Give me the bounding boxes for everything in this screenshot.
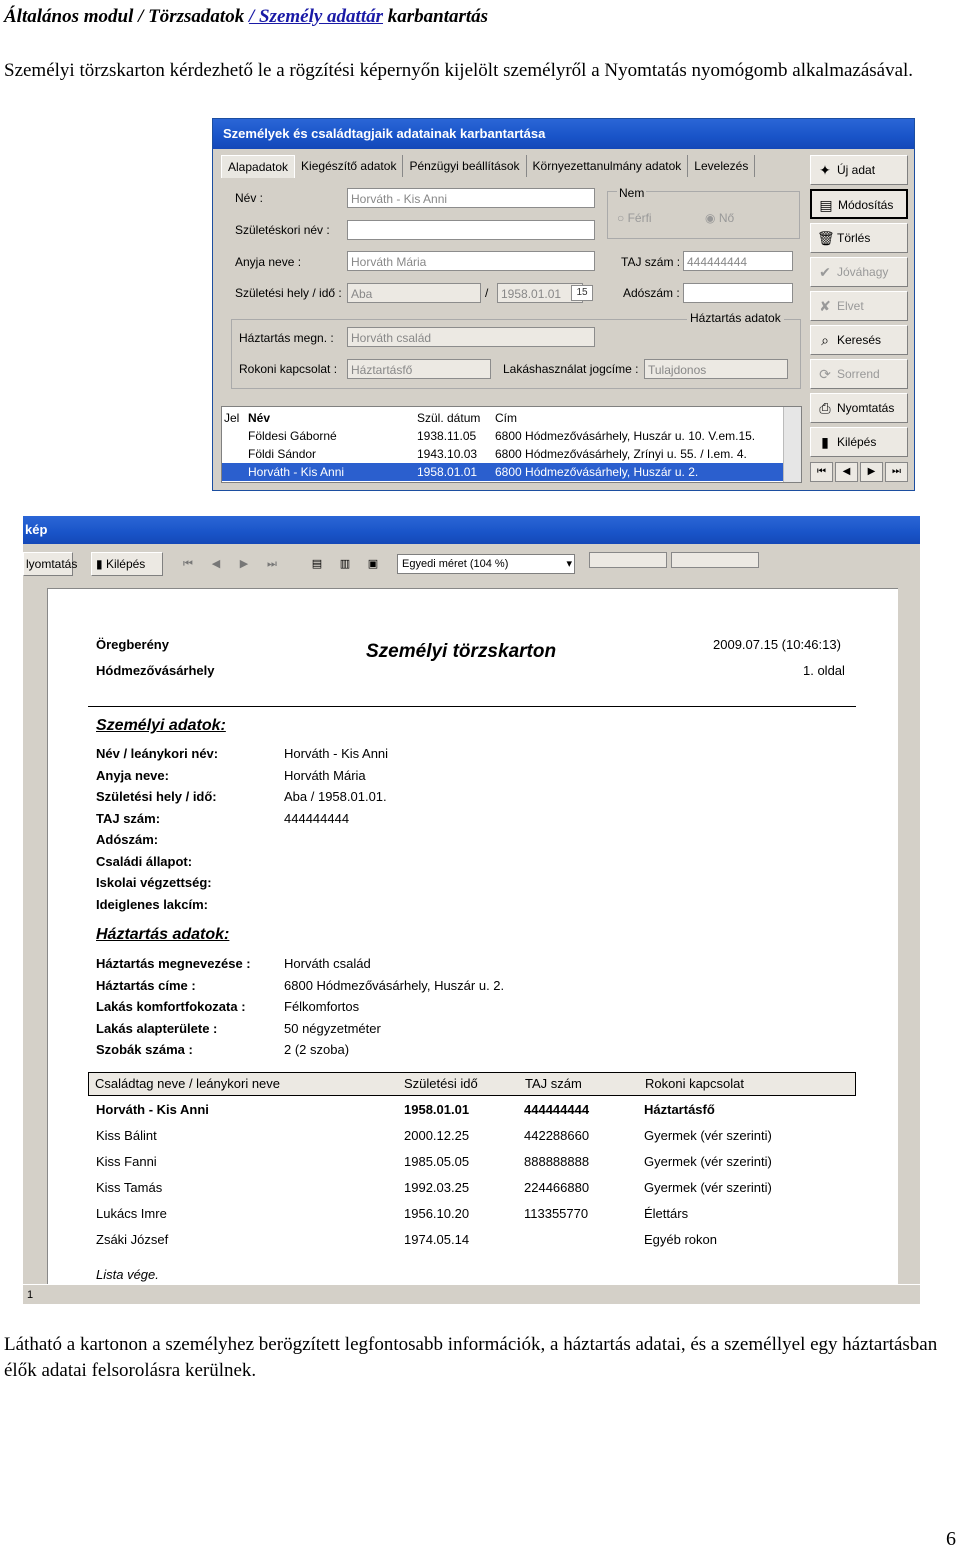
header-part-1: Általános modul / Törzsadatok — [4, 6, 249, 27]
personal-label: Családi állapot: — [96, 853, 193, 869]
table-row[interactable] — [222, 445, 785, 463]
modify-button-label: Módosítás — [838, 198, 894, 212]
cell-date: 1938.11.05 — [417, 429, 477, 443]
door-icon: ▮ — [821, 434, 829, 450]
label-anyja-neve: Anyja neve : — [235, 255, 302, 269]
next-page-icon[interactable]: ▶ — [239, 558, 249, 570]
member-name: Kiss Fanni — [96, 1154, 157, 1169]
cell-address: 6800 Hódmezővásárhely, Huszár u. 10. V.em.15. — [495, 429, 756, 443]
person-edit-window — [212, 118, 915, 491]
report-title: Személyi törzskarton — [366, 641, 557, 662]
zoom-slider[interactable] — [671, 552, 759, 568]
grid-header — [222, 409, 785, 427]
report-org-2: Hódmezővásárhely — [96, 663, 215, 678]
label-szuletesi-hely: Születési hely / idő : — [235, 286, 342, 300]
lakashasznalat-field[interactable]: Tulajdonos — [644, 359, 788, 379]
status-page: 1 — [27, 1289, 34, 1301]
first-record-button[interactable]: ⏮ — [810, 462, 833, 482]
prev-record-button[interactable]: ◀ — [835, 462, 858, 482]
label-adoszam: Adószám : — [623, 286, 680, 300]
last-page-icon[interactable]: ⏭ — [267, 558, 277, 570]
label-rokoni: Rokoni kapcsolat : — [239, 362, 338, 376]
prev-page-icon[interactable]: ◀ — [211, 558, 221, 570]
household-label: Szobák száma : — [96, 1042, 193, 1057]
member-relation: Háztartásfő — [644, 1102, 715, 1117]
print-toolbar-button[interactable]: lyomtatás — [23, 552, 73, 576]
personal-label: Adószám: — [96, 832, 159, 847]
last-record-button[interactable]: ⏭ — [885, 462, 908, 482]
members-header-name: Családtag neve / leánykori neve — [95, 1076, 281, 1091]
exit-toolbar-button[interactable] — [91, 552, 163, 576]
label-lakashasznalat: Lakáshasználat jogcíme : — [503, 362, 639, 376]
member-name: Horváth - Kis Anni — [96, 1102, 209, 1117]
report-rule — [88, 706, 856, 707]
new-button-label: Új adat — [837, 163, 876, 177]
nev-field[interactable]: Horváth - Kis Anni — [347, 188, 595, 208]
szuletesi-hely-field[interactable]: Aba — [347, 283, 481, 303]
radio-ferfi-icon: ○ — [617, 211, 625, 225]
szuletesi-nev-field[interactable] — [347, 220, 595, 240]
members-header-date: Születési idő — [404, 1076, 478, 1091]
radio-ferfi[interactable] — [617, 211, 652, 225]
report-datetime: 2009.07.15 (10:46:13) — [713, 637, 841, 652]
personal-value: 444444444 — [284, 810, 350, 826]
zoom-value: Egyedi méret (104 %) — [402, 558, 509, 570]
exit-button-label: Kilépés — [837, 435, 877, 449]
member-birth: 1958.01.01 — [404, 1102, 470, 1117]
radio-ferfi-label: Férfi — [627, 211, 652, 225]
cell-address: 6800 Hódmezővásárhely, Huszár u. 2. — [495, 465, 699, 479]
personal-label: Iskolai végzettség: — [96, 875, 212, 890]
page-slider[interactable] — [589, 552, 667, 568]
tab-levelezes[interactable]: Levelezés — [688, 155, 755, 177]
check-icon: ✔ — [819, 264, 831, 280]
modify-button[interactable] — [810, 189, 908, 219]
report-end: Lista vége. — [96, 1267, 159, 1282]
person-grid[interactable] — [221, 406, 802, 483]
zoom-select[interactable] — [397, 554, 575, 574]
tab-penzugyi[interactable]: Pénzügyi beállítások — [403, 155, 526, 177]
member-relation: Élettárs — [644, 1206, 689, 1221]
tab-strip — [221, 155, 755, 177]
two-page-icon[interactable]: ▥ — [339, 558, 351, 570]
label-nev: Név : — [235, 191, 264, 205]
household-label: Lakás komfortfokozata : — [96, 999, 246, 1014]
intro-paragraph: Személyi törzskarton kérdezhető le a rögzítési képernyőn kijelölt személyről a Nyomtatás nyomógomb alkalmazásával. — [4, 60, 914, 81]
new-icon: ✦ — [819, 162, 831, 178]
cell-date: 1943.10.03 — [417, 447, 478, 461]
nem-group-label: Nem — [619, 186, 645, 200]
page-number: 6 — [946, 1528, 956, 1550]
search-button-label: Keresés — [837, 333, 882, 347]
household-label: Háztartás címe : — [96, 977, 196, 993]
report-page — [47, 588, 898, 1289]
household-label: Háztartás megnevezése : — [96, 956, 251, 971]
taj-field[interactable]: 444444444 — [683, 251, 793, 271]
anyja-neve-field[interactable]: Horváth Mária — [347, 251, 595, 271]
reject-button-label: Elvet — [837, 299, 864, 313]
member-taj: 113355770 — [524, 1206, 589, 1221]
member-name: Zsáki József — [96, 1232, 169, 1247]
modify-icon: ▤ — [819, 197, 833, 213]
household-value: 6800 Hódmezővásárhely, Huszár u. 2. — [284, 977, 505, 993]
delete-button-label: Törlés — [837, 231, 871, 245]
order-button-label: Sorrend — [837, 367, 880, 381]
calendar-icon[interactable]: 15 — [571, 285, 593, 301]
section-personal: Személyi adatok: — [96, 717, 226, 734]
search-button[interactable] — [810, 325, 908, 355]
member-relation: Gyermek (vér szerinti) — [644, 1154, 772, 1169]
member-name: Kiss Tamás — [96, 1180, 163, 1195]
grid-header-nev[interactable]: Név — [248, 411, 271, 425]
radio-no-icon: ◉ — [705, 211, 716, 225]
members-header-taj: TAJ szám — [525, 1076, 582, 1091]
member-relation: Egyéb rokon — [644, 1232, 717, 1247]
members-header-relation: Rokoni kapcsolat — [645, 1076, 744, 1091]
exit-icon: ▮ — [96, 557, 103, 571]
household-label: Lakás alapterülete : — [96, 1020, 218, 1036]
cell-address: 6800 Hódmezővásárhely, Zrínyi u. 55. / I.em. 4. — [495, 447, 747, 461]
personal-label: Ideiglenes lakcím: — [96, 896, 208, 912]
cross-icon: ✘ — [819, 298, 831, 314]
exit-button[interactable] — [810, 427, 908, 457]
page-width-icon[interactable]: ▣ — [367, 558, 379, 570]
label-taj: TAJ szám : — [621, 255, 681, 269]
personal-label: Név / leánykori név: — [96, 746, 219, 761]
radio-no-label: Nő — [718, 211, 735, 225]
one-page-icon[interactable]: ▤ — [311, 558, 323, 570]
member-taj: 444444444 — [524, 1102, 590, 1117]
search-icon: ⌕ — [821, 332, 829, 348]
preview-title: kép — [23, 516, 920, 544]
outro-paragraph: Látható a kartonon a személyhez berögzített legfontosabb információk, a háztartás adatai, és a személlyel egy háztartásban élők adatai felsorolásra kerülnek. — [4, 1334, 938, 1381]
member-name: Kiss Bálint — [96, 1128, 157, 1143]
label-haztartas-megn: Háztartás megn. : — [239, 331, 334, 345]
grid-header-cim[interactable]: Cím — [495, 411, 517, 425]
status-bar — [23, 1284, 920, 1304]
report-page-number: 1. oldal — [803, 663, 845, 678]
delete-button[interactable] — [810, 223, 908, 253]
cell-name: Horváth - Kis Anni — [248, 465, 345, 479]
household-value: Félkomfortos — [284, 999, 360, 1014]
first-page-icon[interactable]: ⏮ — [183, 558, 193, 570]
personal-value: Horváth - Kis Anni — [284, 746, 389, 761]
household-value: Horváth család — [284, 956, 371, 971]
tab-kornyezet[interactable]: Környezettanulmány adatok — [527, 155, 689, 177]
table-row[interactable] — [222, 427, 785, 445]
header-link[interactable]: / Személy adattár — [248, 6, 384, 27]
member-relation: Gyermek (vér szerinti) — [644, 1128, 772, 1143]
member-birth: 2000.12.25 — [404, 1128, 470, 1143]
window-title: Személyek és családtagjaik adatainak karbantartása — [213, 119, 914, 149]
next-record-button[interactable]: ▶ — [860, 462, 883, 482]
household-value: 2 (2 szoba) — [284, 1042, 350, 1057]
personal-label: Születési hely / idő: — [96, 789, 217, 804]
exit-toolbar-label: Kilépés — [105, 557, 146, 571]
document-header — [4, 6, 488, 28]
slash-label: / — [485, 286, 489, 300]
household-value: 50 négyzetméter — [284, 1020, 381, 1036]
member-birth: 1974.05.14 — [404, 1232, 470, 1247]
members-table-header — [88, 1072, 856, 1096]
approve-button[interactable] — [810, 257, 908, 287]
member-birth: 1956.10.20 — [404, 1206, 470, 1221]
member-name: Lukács Imre — [96, 1206, 167, 1221]
new-button[interactable] — [810, 155, 908, 185]
cell-name: Földi Sándor — [248, 447, 317, 461]
section-household: Háztartás adatok: — [96, 926, 230, 943]
member-relation: Gyermek (vér szerinti) — [644, 1180, 772, 1195]
tab-alapadatok[interactable]: Alapadatok — [221, 155, 295, 178]
adoszam-field[interactable] — [683, 283, 793, 303]
szuletesi-ido-field[interactable]: 1958.01.01 — [497, 283, 583, 303]
haztartas-group-label: Háztartás adatok — [687, 311, 784, 325]
printer-icon: ⎙ — [819, 400, 831, 416]
member-birth: 1992.03.25 — [404, 1180, 470, 1195]
personal-value: Horváth Mária — [284, 767, 366, 783]
member-taj: 442288660 — [524, 1128, 590, 1143]
print-button-label: Nyomtatás — [837, 401, 895, 415]
personal-label: TAJ szám: — [96, 810, 161, 826]
member-taj: 224466880 — [524, 1180, 590, 1195]
trash-icon: 🗑 — [817, 230, 835, 246]
personal-value: Aba / 1958.01.01. — [284, 789, 387, 804]
reject-button[interactable] — [810, 291, 908, 321]
member-birth: 1985.05.05 — [404, 1154, 470, 1169]
grid-scrollbar[interactable] — [783, 407, 801, 482]
print-preview-window — [23, 516, 920, 1304]
personal-label: Anyja neve: — [96, 767, 169, 783]
refresh-icon: ⟳ — [819, 366, 831, 382]
label-szuletesi-nev: Születéskori név : — [235, 223, 330, 237]
cell-date: 1958.01.01 — [417, 465, 478, 479]
chevron-down-icon: ▾ — [566, 558, 572, 570]
rokoni-field[interactable]: Háztartásfő — [347, 359, 491, 379]
grid-header-jel[interactable]: Jel — [224, 411, 240, 425]
order-button[interactable] — [810, 359, 908, 389]
radio-no[interactable] — [705, 211, 734, 225]
table-row-selected[interactable] — [222, 463, 785, 481]
haztartas-megn-field[interactable]: Horváth család — [347, 327, 595, 347]
report-org-1: Öregberény — [96, 637, 169, 652]
header-part-2: karbantartás — [383, 6, 489, 27]
print-button[interactable] — [810, 393, 908, 423]
cell-name: Földesi Gáborné — [248, 429, 337, 443]
approve-button-label: Jóváhagy — [837, 265, 889, 279]
grid-header-datum[interactable]: Szül. dátum — [417, 411, 481, 425]
tab-kiegeszito[interactable]: Kiegészítő adatok — [295, 155, 403, 177]
member-taj: 888888888 — [524, 1154, 590, 1169]
